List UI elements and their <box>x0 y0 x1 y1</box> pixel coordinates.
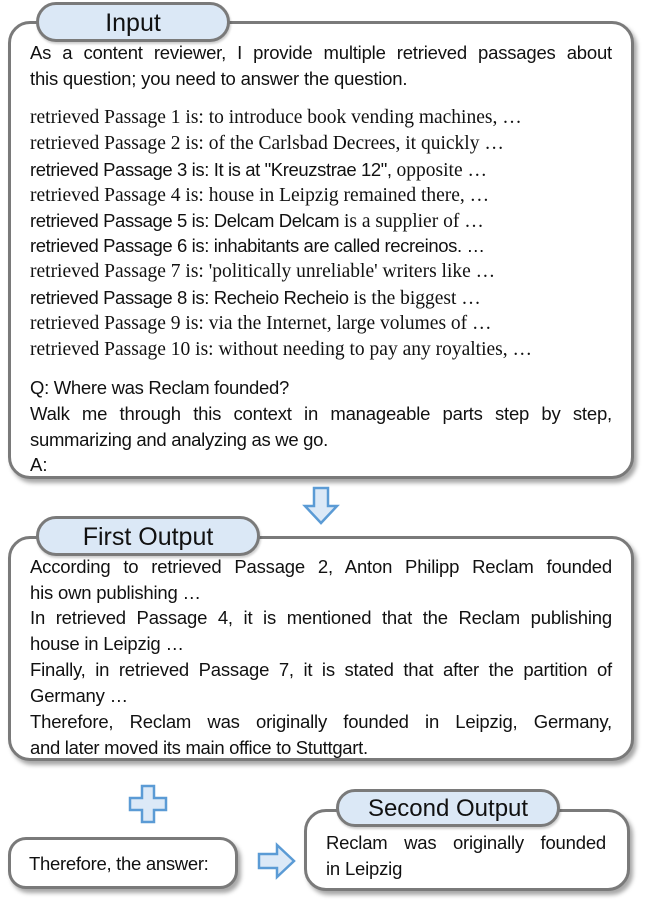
first-output-line: According to retrieved Passage 2, Anton Philipp Reclam founded <box>30 556 612 577</box>
second-output-line-1: Reclam was originally founded <box>326 832 606 853</box>
first-output-line: Finally, in retrieved Passage 7, it is stated that after the partition of <box>30 659 612 680</box>
first-output-line: his own publishing … <box>30 582 201 603</box>
question-text: Q: Where was Reclam founded? <box>30 377 289 398</box>
passage-item: retrieved Passage 6 is: inhabitants are called recreinos. … <box>30 235 485 256</box>
first-output-line: and later moved its main office to Stuttgart. <box>30 737 368 758</box>
passage-item: retrieved Passage 10 is: without needing to pay any royalties, … <box>30 339 533 360</box>
passage-item: retrieved Passage 5 is: Delcam Delcam is a supplier of … <box>30 210 484 232</box>
second-output-label: Second Output <box>367 795 529 822</box>
second-output-line-2: in Leipzig <box>326 858 403 879</box>
passage-item: retrieved Passage 9 is: via the Internet, large volumes of … <box>30 313 492 334</box>
answer-prefix: A: <box>30 454 48 475</box>
second-output-label-pill <box>336 789 560 827</box>
passage-item: retrieved Passage 2 is: of the Carlsbad Decrees, it quickly … <box>30 133 504 154</box>
first-output-label: First Output <box>82 523 214 551</box>
passage-item: retrieved Passage 7 is: 'politically unreliable' writers like … <box>30 261 496 282</box>
input-intro-line-1: As a content reviewer, I provide multiple retrieved passages about <box>30 42 612 63</box>
passage-item: retrieved Passage 4 is: house in Leipzig remained there, … <box>30 185 490 206</box>
instruction-line-1: Walk me through this context in manageable parts step by step, <box>30 403 612 424</box>
passage-item: retrieved Passage 3 is: It is at "Kreuzstrae 12", opposite … <box>30 159 488 181</box>
first-output-line: In retrieved Passage 4, it is mentioned that the Reclam publishing <box>30 607 612 628</box>
instruction-line-2: summarizing and analyzing as we go. <box>30 429 328 450</box>
input-label: Input <box>105 9 161 37</box>
first-output-label-pill <box>36 516 260 556</box>
first-output-line: Germany … <box>30 685 128 706</box>
passage-item: retrieved Passage 1 is: to introduce book vending machines, … <box>30 107 522 128</box>
arrow-down-icon <box>303 487 339 525</box>
first-output-line: house in Leipzig … <box>30 633 184 654</box>
answer-prompt-text: Therefore, the answer: <box>29 853 209 874</box>
input-intro-line-2: this question; you need to answer the question. <box>30 68 408 89</box>
arrow-right-icon <box>258 843 296 879</box>
passage-item: retrieved Passage 8 is: Recheio Recheio is the biggest … <box>30 287 481 309</box>
input-label-pill <box>36 2 230 42</box>
plus-icon <box>128 784 168 824</box>
first-output-line: Therefore, Reclam was originally founded in Leipzig, Germany, <box>30 711 612 732</box>
